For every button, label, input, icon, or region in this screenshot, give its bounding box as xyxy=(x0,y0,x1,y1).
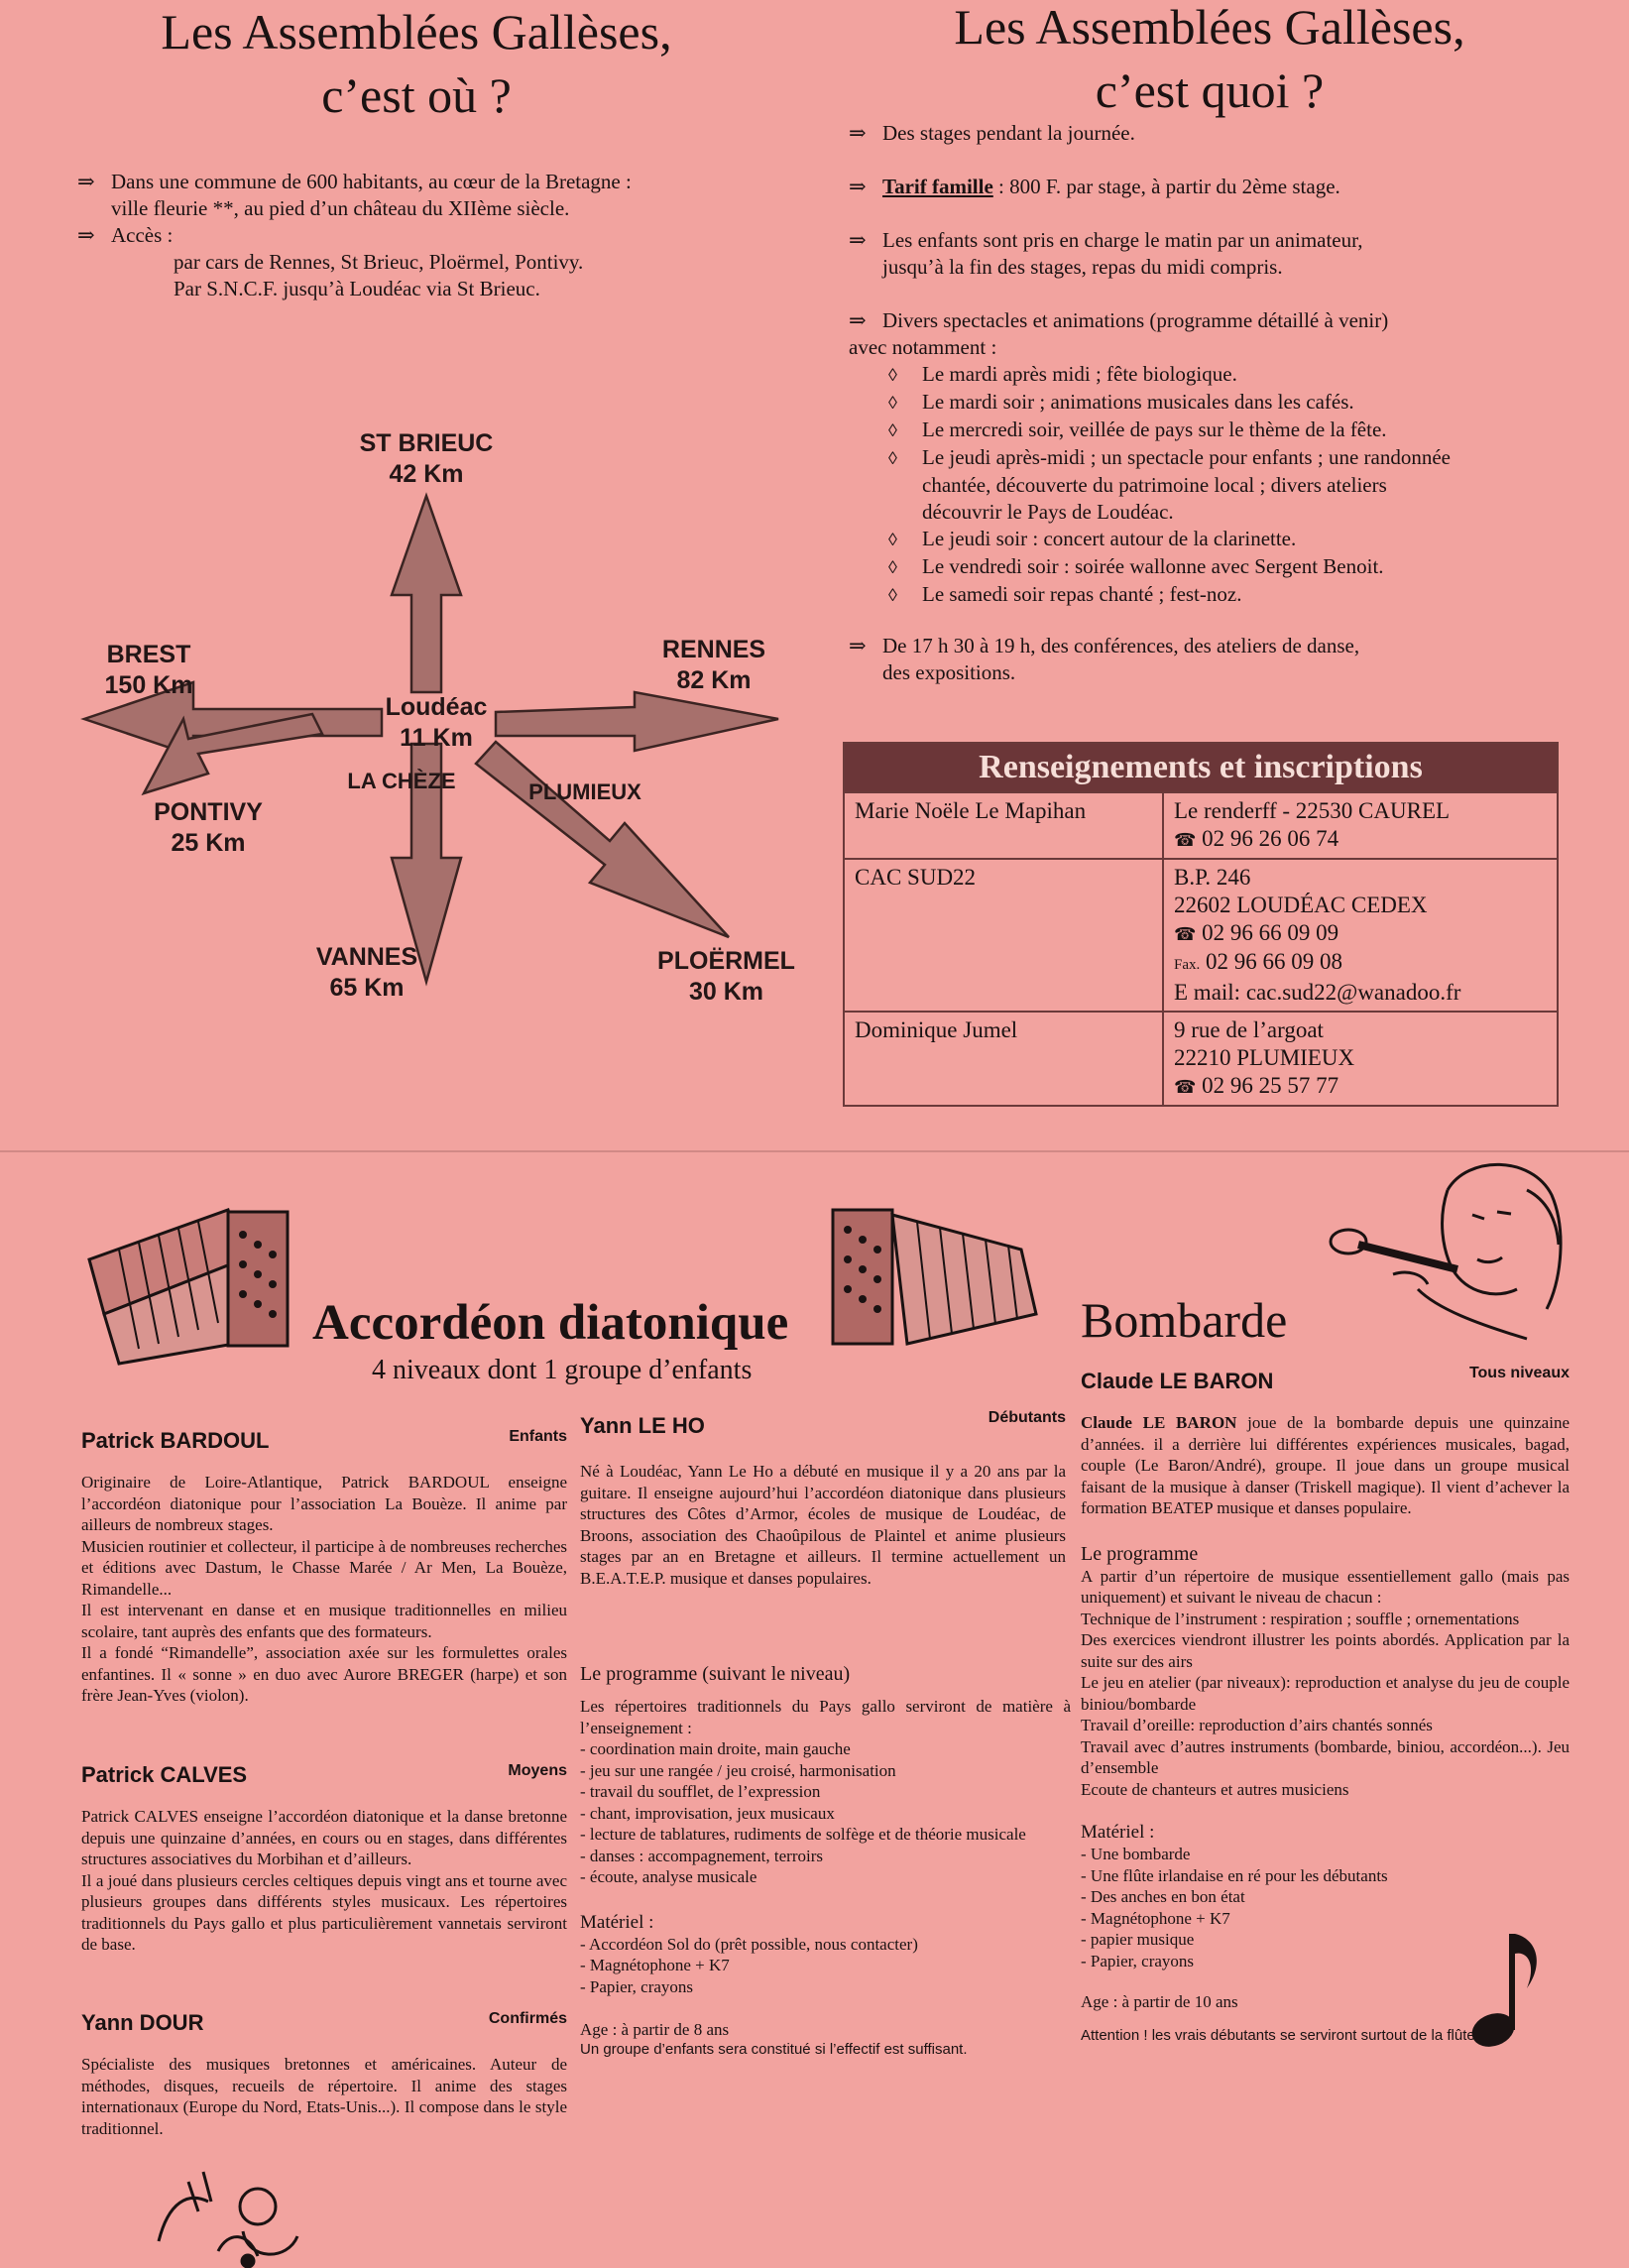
materiel-item: - Accordéon Sol do (prêt possible, nous contacter) xyxy=(580,1934,918,1954)
programme-item: - jeu sur une rangée / jeu croisé, harmonisation xyxy=(580,1760,896,1780)
event-item: Le vendredi soir : soirée wallonne avec Sergent Benoit. xyxy=(922,554,1384,578)
bombarde-title: Bombarde xyxy=(1081,1292,1288,1348)
programme-item: - coordination main droite, main gauche xyxy=(580,1739,851,1758)
teacher-name: Patrick BARDOUL xyxy=(81,1428,270,1453)
arrow-icon: ⇒ xyxy=(849,175,867,198)
teacher-level: Enfants xyxy=(509,1428,567,1445)
acces-label: Accès : xyxy=(111,223,174,247)
contact-header: Renseignements et inscriptions xyxy=(844,743,1558,792)
programme-intro: Les répertoires traditionnels du Pays gallo serviront de matière à l’enseignement : xyxy=(580,1697,1071,1737)
contact-fax: 02 96 66 09 08 xyxy=(1206,949,1342,974)
teacher-bio: Il a joué dans plusieurs cercles celtiques depuis vingt ans et tourne avec plusieurs groupes dans différents styles musicaux. Les répertoires traditionnels du Pays gallo et plus particulièrement vannetais serviront de base. xyxy=(81,1870,567,1954)
teacher-bio-text: joue de la bombarde depuis une quinzaine d’années. il a derrière lui différentes expériences musicales, bagad, couple (Le Baron/André), groupe. Il joue dans un groupe musical faisant de la musique à danser (Triskell magique). Il vient d’achever la formation BEATEP musique et danses populaire. xyxy=(1081,1413,1570,1517)
teacher-bio xyxy=(1081,1412,1570,1519)
contact-name: CAC SUD22 xyxy=(844,859,1163,1012)
programme-list xyxy=(1081,1609,1570,1801)
contact-phone[interactable]: 02 96 66 09 09 xyxy=(1202,920,1339,945)
materiel-item: - Papier, crayons xyxy=(580,1976,694,1996)
contact-address: Le renderff - 22530 CAUREL xyxy=(1174,798,1451,823)
where-line1: Dans une commune de 600 habitants, au cœur de la Bretagne : xyxy=(111,170,632,193)
arrow-icon: ⇒ xyxy=(77,170,95,193)
accordeon-subtitle: 4 niveaux dont 1 groupe d’enfants xyxy=(372,1355,753,1385)
arrow-north xyxy=(392,496,461,692)
phone-icon: ☎ xyxy=(1174,924,1197,944)
teacher-bio: Spécialiste des musiques bretonnes et américaines. Auteur de méthodes, disques, recueils de répertoire. Il anime des stages internationaux (Europe du Nord, Etats-Unis...). Il compose dans le style traditionnel. xyxy=(81,2055,567,2138)
diamond-icon: ◊ xyxy=(888,557,897,577)
teacher-le-ho xyxy=(580,1409,1066,1589)
age-text: Age : à partir de 10 ans xyxy=(1081,1992,1238,2011)
spectacles-line2: avec notamment : xyxy=(849,335,997,359)
label-vannes: VANNES 65 Km xyxy=(315,943,418,1002)
contact-phone[interactable]: 02 96 25 57 77 xyxy=(1202,1073,1339,1098)
where-title-line1: Les Assemblées Gallèses, xyxy=(161,4,672,60)
programme-item: - travail du soufflet, de l’expression xyxy=(580,1782,821,1801)
contact-phone[interactable]: 02 96 26 06 74 xyxy=(1202,826,1339,851)
contact-city: 22210 PLUMIEUX xyxy=(1174,1045,1355,1070)
label-pontivy: PONTIVY 25 Km xyxy=(154,798,263,857)
teacher-level: Moyens xyxy=(508,1762,567,1779)
programme-item: - lecture de tablatures, rudiments de solfège et de théorie musicale xyxy=(580,1825,1026,1844)
events-list xyxy=(849,361,1582,609)
diamond-icon: ◊ xyxy=(888,393,897,413)
arrow-icon: ⇒ xyxy=(849,634,867,657)
stages-line: Des stages pendant la journée. xyxy=(882,121,1135,145)
event-item: Le samedi soir repas chanté ; fest-noz. xyxy=(922,582,1242,606)
event-item: Le mercredi soir, veillée de pays sur le thème de la fête. xyxy=(922,418,1387,441)
conferences-line2: des expositions. xyxy=(882,660,1016,684)
musician-doodle-icon xyxy=(149,2162,327,2268)
programme-item: - écoute, analyse musicale xyxy=(580,1867,757,1886)
teacher-bio: Musicien routinier et collecteur, il participe à de nombreuses recherches et éditions avec Dastum, le Chasse Marée / Ar Men, La Bouèze, Rimandelle... xyxy=(81,1536,567,1599)
diamond-icon: ◊ xyxy=(888,448,897,468)
programme-item: Travail d’oreille: reproduction d’airs chantés sonnés xyxy=(1081,1716,1433,1734)
event-item: Le jeudi soir : concert autour de la clarinette. xyxy=(922,527,1297,550)
event-item-cont: chantée, découverte du patrimoine local ; divers ateliers xyxy=(922,473,1387,497)
what-paragraphs xyxy=(849,120,1582,686)
label-loudeac: Loudéac 11 Km xyxy=(385,693,488,752)
programme-title: Le programme xyxy=(1081,1542,1199,1565)
teacher-bio: Il est intervenant en danse et en musique traditionnelles en milieu scolaire, tant auprès des enfants que des formateurs. xyxy=(81,1601,567,1641)
acces-line1: par cars de Rennes, St Brieuc, Ploërmel, Pontivy. xyxy=(174,250,584,274)
teacher-name: Yann LE HO xyxy=(580,1413,705,1438)
diamond-icon: ◊ xyxy=(888,365,897,385)
teacher-name: Patrick CALVES xyxy=(81,1762,248,1787)
acces-line2: Par S.N.C.F. jusqu’à Loudéac via St Brieuc. xyxy=(174,277,540,300)
materiel-item: - Des anches en bon état xyxy=(1081,1887,1245,1906)
fax-label: Fax. xyxy=(1174,957,1201,973)
arrow-icon: ⇒ xyxy=(849,308,867,332)
programme-intro: A partir d’un répertoire de musique essentiellement gallo (mais pas uniquement) et suivant le niveau de chacun : xyxy=(1081,1566,1570,1607)
programme-item: Travail avec d’autres instruments (bombarde, biniou, accordéon...). Jeu d’ensemble xyxy=(1081,1736,1570,1777)
what-title-line2: c’est quoi ? xyxy=(1095,62,1325,118)
teacher-calves xyxy=(81,1762,567,1956)
teacher-level: Tous niveaux xyxy=(1468,1365,1570,1381)
teacher-name: Claude LE BARON xyxy=(1081,1369,1274,1393)
teacher-bio: Il a fondé “Rimandelle”, association axée sur les formulettes orales enfantines. Il « sonne » en duo avec Aurore BREGER (harpe) et son frère Jean-Yves (violon). xyxy=(81,1643,567,1705)
diamond-icon: ◊ xyxy=(888,420,897,440)
contact-email[interactable]: E mail: cac.sud22@wanadoo.fr xyxy=(1174,980,1461,1005)
accordion-icon xyxy=(79,1200,307,1369)
materiel-item: - Papier, crayons xyxy=(1081,1951,1195,1970)
materiel-item: - papier musique xyxy=(1081,1930,1195,1949)
accordeon-title: Accordéon diatonique xyxy=(312,1295,789,1351)
contact-name: Marie Noële Le Mapihan xyxy=(844,792,1163,859)
contact-row xyxy=(844,859,1558,1012)
teacher-bio: Patrick CALVES enseigne l’accordéon diatonique et la danse bretonne depuis une quinzaine d’années, en cours ou en stages, dans différentes structures associatives du Morbihan et d’ailleurs. xyxy=(81,1807,567,1868)
enfants-line1: Les enfants sont pris en charge le matin par un animateur, xyxy=(882,228,1363,252)
materiel-item: - Magnétophone + K7 xyxy=(580,1956,730,1974)
programme-title: Le programme (suivant le niveau) xyxy=(580,1663,851,1685)
materiel-item: - Magnétophone + K7 xyxy=(1081,1908,1230,1928)
where-paragraph xyxy=(77,169,771,302)
programme-item: Le jeu en atelier (par niveaux): reproduction et analyse du jeu de couple biniou/bombarde xyxy=(1081,1673,1570,1714)
programme-item: Technique de l’instrument : respiration ; souffle ; ornementations xyxy=(1081,1609,1520,1628)
materiel-list xyxy=(580,1934,1071,1998)
phone-icon: ☎ xyxy=(1174,1077,1197,1097)
label-brest: BREST 150 Km xyxy=(104,641,193,699)
teacher-dour xyxy=(81,2010,567,2139)
arrow-southeast xyxy=(476,742,729,937)
what-title xyxy=(853,0,1567,120)
label-ploermel: PLOËRMEL 30 Km xyxy=(657,947,795,1006)
label-la-cheze: LA CHÈZE xyxy=(347,769,456,793)
diamond-icon: ◊ xyxy=(888,530,897,549)
bombarde-section xyxy=(1081,1365,1570,2044)
teacher-level: Confirmés xyxy=(488,2010,567,2027)
contact-row xyxy=(844,792,1558,859)
tarif-text: : 800 F. par stage, à partir du 2ème stage. xyxy=(992,175,1340,198)
event-item: Le jeudi après-midi ; un spectacle pour enfants ; une randonnée xyxy=(922,445,1451,469)
arrow-icon: ⇒ xyxy=(849,228,867,252)
materiel-title: Matériel : xyxy=(580,1911,654,1933)
bombarde-player-icon xyxy=(1299,1150,1576,1359)
teacher-level: Débutants xyxy=(988,1409,1066,1426)
spectacles-line1: Divers spectacles et animations (programme détaillé à venir) xyxy=(882,308,1389,332)
teacher-name-inline: Claude LE BARON xyxy=(1081,1413,1237,1432)
diamond-icon: ◊ xyxy=(888,585,897,605)
enfants-line2: jusqu’à la fin des stages, repas du midi compris. xyxy=(882,255,1283,279)
materiel-item: - Une flûte irlandaise en ré pour les débutants xyxy=(1081,1865,1388,1885)
phone-icon: ☎ xyxy=(1174,830,1197,850)
contact-city: 22602 LOUDÉAC CEDEX xyxy=(1174,893,1428,917)
conferences-line1: De 17 h 30 à 19 h, des conférences, des ateliers de danse, xyxy=(882,634,1360,657)
teacher-name: Yann DOUR xyxy=(81,2010,204,2035)
event-item: Le mardi soir ; animations musicales dans les cafés. xyxy=(922,390,1354,414)
where-title xyxy=(59,2,773,125)
programme-item: Des exercices viendront illustrer les points abordés. Application par la suite sur des airs xyxy=(1081,1630,1570,1671)
programme-list xyxy=(580,1738,1071,1888)
what-title-line1: Les Assemblées Gallèses, xyxy=(954,0,1465,55)
arrow-icon: ⇒ xyxy=(849,121,867,145)
arrow-icon: ⇒ xyxy=(77,223,95,247)
accordeon-programme xyxy=(580,1663,1071,2058)
group-note: Un groupe d’enfants sera constitué si l’effectif est suffisant. xyxy=(580,2040,968,2058)
tarif-label: Tarif famille xyxy=(882,175,993,198)
where-title-line2: c’est où ? xyxy=(321,67,512,123)
beginner-note: Attention ! les vrais débutants se serviront surtout de la flûte xyxy=(1081,2026,1475,2044)
label-rennes: RENNES 82 Km xyxy=(661,636,766,694)
contact-row xyxy=(844,1012,1558,1106)
materiel-item: - Une bombarde xyxy=(1081,1845,1191,1863)
arrow-east xyxy=(496,692,778,751)
where-line2: ville fleurie **, au pied d’un château du XIIème siècle. xyxy=(111,196,570,220)
label-plumieux: PLUMIEUX xyxy=(528,779,641,804)
programme-item: - danses : accompagnement, terroirs xyxy=(580,1846,823,1865)
teacher-bio: Né à Loudéac, Yann Le Ho a débuté en musique il y a 20 ans par la guitare. Il enseigne aujourd’hui l’accordéon diatonique dans plusieurs structures des Côtes d’Armor, écoles de musique de Loudéac, de Broons, association des Chaoûpilous de Plaintel et anime plusieurs stages par an en Bretagne et ailleurs. Il termine actuellement un B.E.A.T.E.P. musique et danses populaires. xyxy=(580,1462,1066,1588)
contact-address: 9 rue de l’argoat xyxy=(1174,1017,1324,1042)
materiel-title: Matériel : xyxy=(1081,1822,1155,1843)
teacher-bio: Originaire de Loire-Atlantique, Patrick BARDOUL enseigne l’accordéon diatonique pour l’association La Bouèze. Il anime par ailleurs de nombreux stages. xyxy=(81,1473,567,1534)
contact-table xyxy=(843,742,1559,1107)
contact-name: Dominique Jumel xyxy=(844,1012,1163,1106)
programme-item: - chant, improvisation, jeux musicaux xyxy=(580,1803,835,1823)
event-item-cont: découvrir le Pays de Loudéac. xyxy=(922,500,1174,524)
label-st-brieuc: ST BRIEUC 42 Km xyxy=(359,429,494,488)
contact-address: B.P. 246 xyxy=(1174,865,1251,890)
age-text: Age : à partir de 8 ans xyxy=(580,2020,730,2039)
materiel-list xyxy=(1081,1844,1570,1971)
teacher-bardoul xyxy=(81,1428,567,1707)
programme-item: Ecoute de chanteurs et autres musiciens xyxy=(1081,1779,1349,1799)
accordion-icon xyxy=(823,1195,1061,1369)
event-item: Le mardi après midi ; fête biologique. xyxy=(922,362,1237,386)
